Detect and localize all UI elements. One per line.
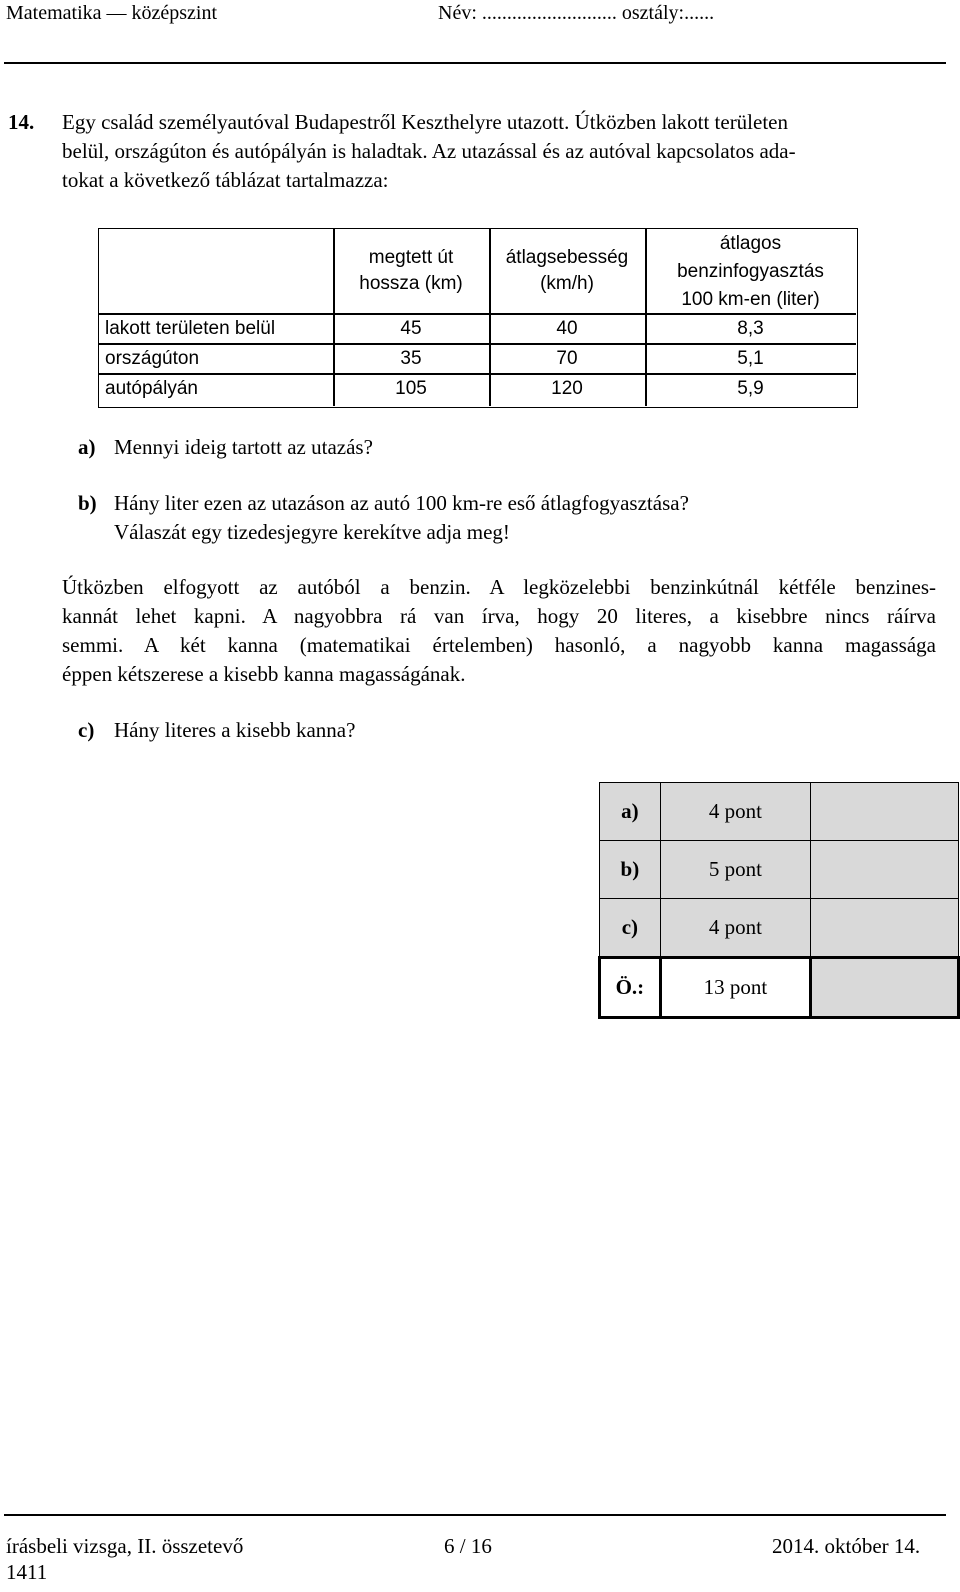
- score-label: a): [600, 783, 661, 841]
- footer-page: 6 / 16: [444, 1534, 492, 1558]
- header-speed: átlagsebesség (km/h): [505, 247, 629, 294]
- score-points: 5 pont: [660, 841, 810, 899]
- score-total-blank: [811, 958, 959, 1018]
- score-total-label: Ö.:: [600, 958, 661, 1018]
- table-cell: 40: [556, 318, 578, 339]
- question-b-text-2: Válaszát egy tizedesjegyre kerekítve adja meg!: [114, 520, 510, 544]
- table-cell: 35: [400, 348, 422, 369]
- table-cell: 105: [395, 378, 427, 399]
- data-table: [98, 228, 858, 408]
- score-row: [600, 841, 959, 899]
- header-subject: Matematika — középszint: [6, 2, 218, 24]
- problem-intro-line-3: tokat a következő táblázat tartalmazza:: [62, 168, 389, 192]
- row-label: országúton: [105, 348, 200, 369]
- para2-line-4: éppen kétszerese a kisebb kanna magasságának.: [62, 662, 466, 686]
- table-cell: 8,3: [737, 318, 764, 339]
- footer-exam: írásbeli vizsga, II. összetevő: [6, 1534, 244, 1558]
- footer-rule: [4, 1514, 946, 1516]
- problem-intro-line-1: Egy család személyautóval Budapestről Keszthelyre utazott. Útközben lakott területen: [62, 110, 788, 134]
- score-row: [600, 783, 959, 841]
- table-cell: 45: [400, 318, 422, 339]
- score-row: [600, 899, 959, 958]
- para2-line-3: semmi. A két kanna (matematikai értelemben) hasonló, a nagyobb kanna magassága: [62, 633, 936, 657]
- footer-date: 2014. október 14.: [772, 1534, 921, 1558]
- problem-number: 14.: [8, 110, 35, 134]
- table-cell: 120: [551, 378, 583, 399]
- header-consumption: átlagos benzinfogyasztás 100 km-en (liter): [677, 233, 824, 310]
- question-b-label: b): [78, 491, 97, 515]
- score-points: 4 pont: [660, 899, 810, 958]
- row-label: lakott területen belül: [105, 318, 276, 339]
- score-label: c): [600, 899, 661, 958]
- problem-intro-line-2: belül, országúton és autópályán is haladtak. Az utazással és az autóval kapcsolatos ada-: [62, 139, 796, 163]
- table-cell: 5,9: [737, 378, 764, 399]
- header-rule: [4, 62, 946, 64]
- score-blank: [811, 783, 959, 841]
- footer-code: 1411: [6, 1560, 48, 1584]
- question-b-text-1: Hány liter ezen az utazáson az autó 100 km-re eső átlagfogyasztása?: [114, 491, 689, 515]
- score-points: 4 pont: [660, 783, 810, 841]
- para2-line-1: Útközben elfogyott az autóból a benzin. A legközelebbi benzinkútnál kétféle benzines-: [62, 575, 936, 599]
- question-c-label: c): [78, 718, 95, 742]
- score-total-row: [600, 958, 959, 1018]
- question-c-text: Hány literes a kisebb kanna?: [114, 718, 356, 742]
- question-a-text: Mennyi ideig tartott az utazás?: [114, 435, 373, 459]
- row-label: autópályán: [105, 378, 198, 399]
- score-total-points: 13 pont: [660, 958, 810, 1018]
- table-cell: 5,1: [737, 348, 764, 369]
- score-blank: [811, 899, 959, 958]
- header-distance: megtett út hossza (km): [359, 247, 463, 294]
- header-name-class: Név: ........................... osztály:......: [438, 2, 715, 24]
- table-cell: 70: [556, 348, 578, 369]
- para2-line-2: kannát lehet kapni. A nagyobbra rá van írva, hogy 20 literes, a kisebbre nincs ráírva: [62, 604, 936, 628]
- score-label: b): [600, 841, 661, 899]
- score-table: [598, 782, 960, 1019]
- score-blank: [811, 841, 959, 899]
- question-a-label: a): [78, 435, 96, 459]
